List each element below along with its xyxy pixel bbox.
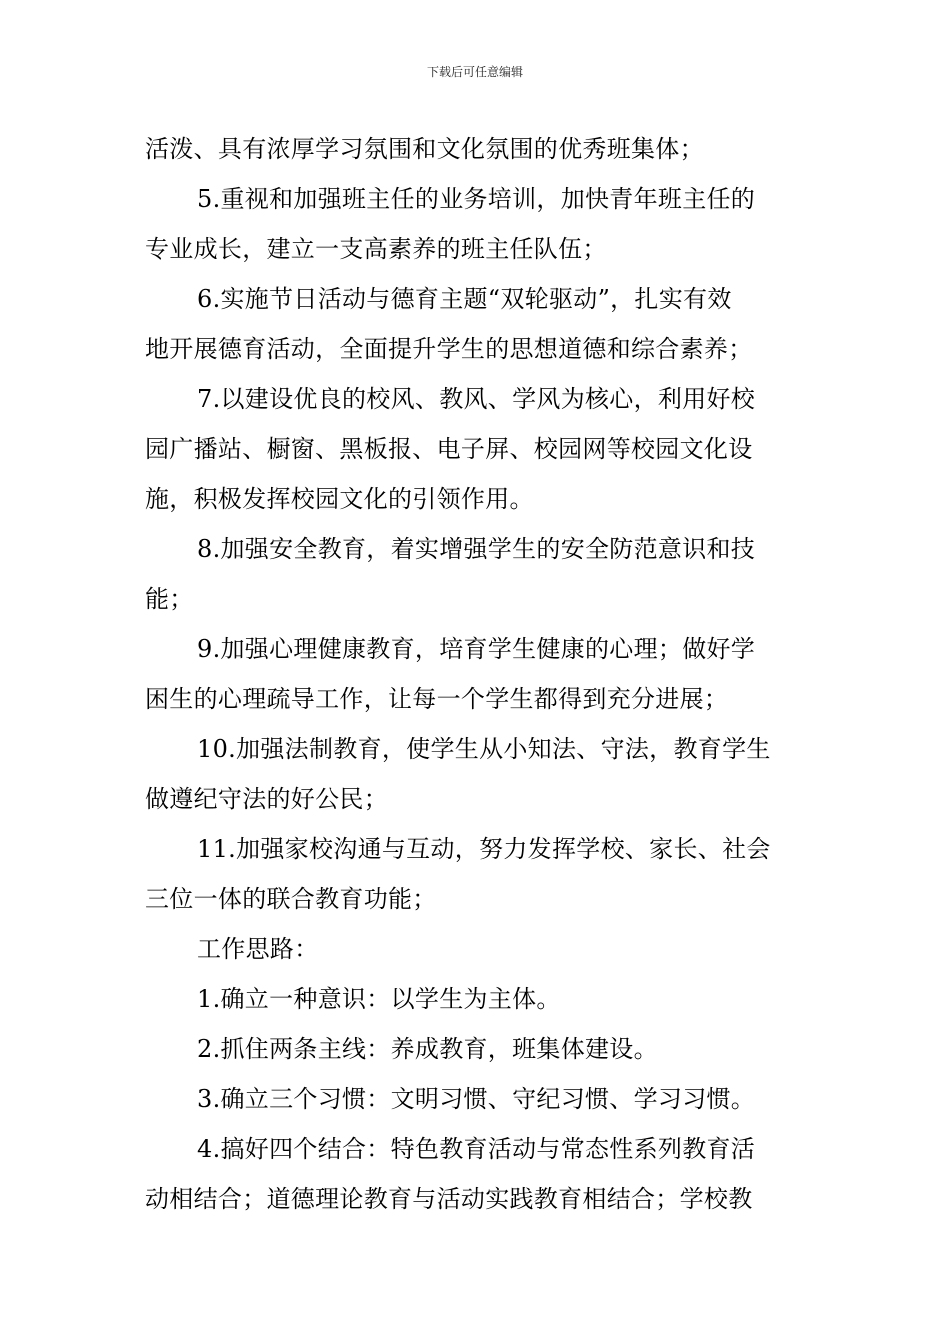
section-heading: 工作思路： — [197, 935, 319, 963]
text-line: 9.加强心理健康教育，培育学生健康的心理；做好学 — [197, 635, 756, 663]
text-line: 4.搞好四个结合：特色教育活动与常态性系列教育活 — [197, 1135, 756, 1163]
page-header: 下载后可任意编辑 — [426, 65, 523, 79]
text-line: 专业成长，建立一支高素养的班主任队伍； — [145, 235, 607, 263]
text-line: 三位一体的联合教育功能； — [145, 885, 437, 913]
text-line: 能； — [145, 585, 194, 613]
text-line: 11.加强家校沟通与互动，努力发挥学校、家长、社会 — [197, 835, 771, 863]
text-line: 做遵纪守法的好公民； — [145, 785, 388, 813]
text-line: 6.实施节日活动与德育主题“双轮驱动”，扎实有效 — [197, 285, 732, 313]
text-line: 1.确立一种意识：以学生为主体。 — [197, 985, 561, 1013]
text-line: 困生的心理疏导工作，让每一个学生都得到充分进展； — [145, 685, 729, 713]
text-line: 10.加强法制教育，使学生从小知法、守法，教育学生 — [197, 735, 771, 763]
text-line: 2.抓住两条主线：养成教育，班集体建设。 — [197, 1035, 658, 1063]
text-line: 施，积极发挥校园文化的引领作用。 — [145, 485, 534, 513]
document-body — [145, 124, 815, 1224]
text-line: 7.以建设优良的校风、教风、学风为核心，利用好校 — [197, 385, 756, 413]
text-line: 园广播站、橱窗、黑板报、电子屏、校园网等校园文化设 — [145, 435, 753, 463]
text-line: 5.重视和加强班主任的业务培训，加快青年班主任的 — [197, 185, 756, 213]
text-line: 8.加强安全教育，着实增强学生的安全防范意识和技 — [197, 535, 756, 563]
text-line: 地开展德育活动，全面提升学生的思想道德和综合素养； — [145, 335, 753, 363]
text-line: 活泼、具有浓厚学习氛围和文化氛围的优秀班集体； — [145, 135, 704, 163]
text-line: 动相结合；道德理论教育与活动实践教育相结合；学校教 — [145, 1185, 753, 1213]
text-line: 3.确立三个习惯：文明习惯、守纪习惯、学习习惯。 — [197, 1085, 756, 1113]
